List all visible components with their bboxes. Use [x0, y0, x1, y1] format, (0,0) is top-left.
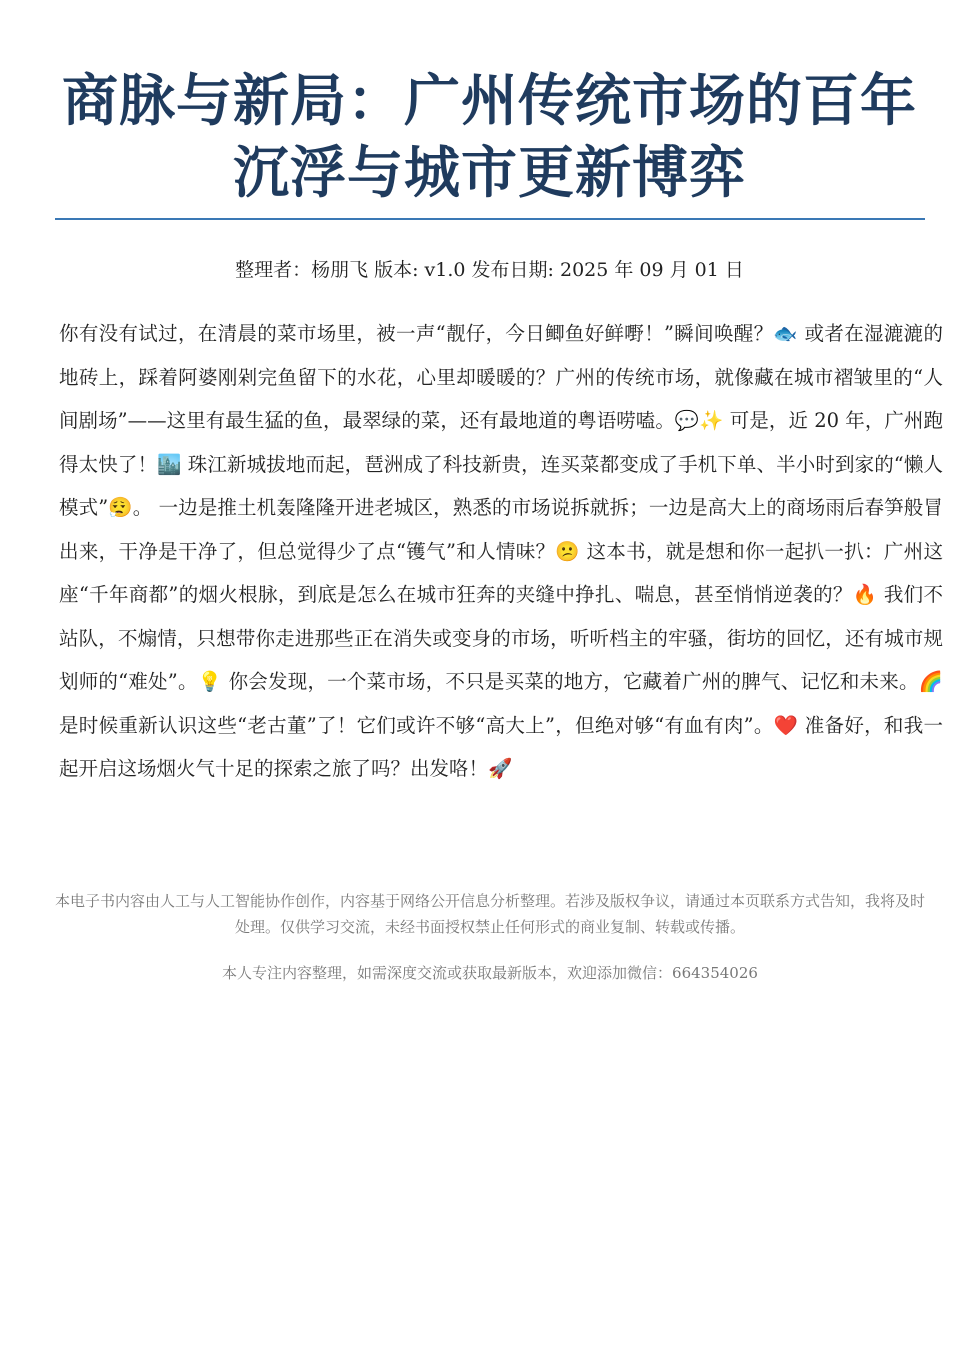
copyright-disclaimer: 本电子书内容由人工与人工智能协作创作，内容基于网络公开信息分析整理。若涉及版权争议，请通过本页联系方式告知，我将及时处理。仅供学习交流，未经书面授权禁止任何形式的商业复制、转载或传播。	[55, 892, 926, 936]
contact-note: 本人专注内容整理，如需深度交流或获取最新版本，欢迎添加微信：664354026	[222, 964, 758, 982]
document-meta: 整理者：杨朋飞 版本: v1.0 发布日期: 2025 年 09 月 01 日	[235, 259, 744, 281]
intro-paragraph: 你有没有试过，在清晨的菜市场里，被一声“靓仔，今日鲫鱼好鲜嘢！”瞬间唤醒？🐟 或者在湿漉漉的地砖上，踩着阿婆刚剁完鱼留下的水花，心里却暖暖的？广州的传统市场，就像藏在城市褶皱里的“人间剧场”——这里有最生猛的鱼，最翠绿的菜，还有最地道的粤语唠嗑。💬✨ 可是，近 20 年，广州跑得太快了！🏙️ 珠江新城拔地而起，琶洲成了科技新贵，连买菜都变成了手机下单、半小时到家的“懒人模式”😮‍💨。 一边是推土机轰隆隆开进老城区，熟悉的市场说拆就拆；一边是高大上的商场雨后春笋般冒出来，干净是干净了，但总觉得少了点“镬气”和人情味？😕 这本书，就是想和你一起扒一扒：广州这座“千年商都”的烟火根脉，到底是怎么在城市狂奔的夹缝中挣扎、喘息，甚至悄悄逆袭的？🔥 我们不站队，不煽情，只想带你走进那些正在消失或变身的市场，听听档主的牢骚，街坊的回忆，还有城市规划师的“难处”。💡 你会发现，一个菜市场，不只是买菜的地方，它藏着广州的脾气、记忆和未来。🌈 是时候重新认识这些“老古董”了！它们或许不够“高大上”，但绝对够“有血有肉”。❤️ 准备好，和我一起开启这场烟火气十足的探索之旅了吗？出发咯！🚀	[59, 322, 943, 780]
document-title: 商脉与新局：广州传统市场的百年沉浮与城市更新博弈	[62, 69, 917, 206]
title-divider	[55, 218, 925, 220]
